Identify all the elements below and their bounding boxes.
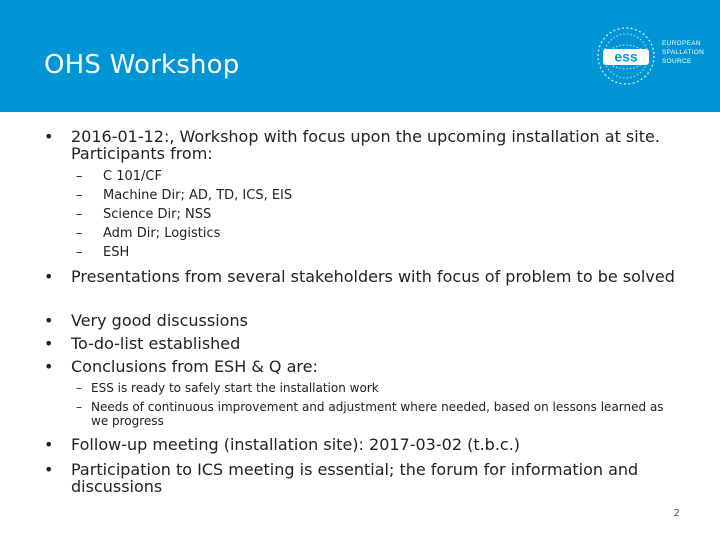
page-number: 2 — [673, 508, 680, 519]
dash-marker: – — [76, 169, 83, 184]
conclusion-text: Needs of continuous improvement and adjustment where needed, based on lessons learned as we progress — [91, 400, 664, 428]
participant-text: Adm Dir; Logistics — [103, 226, 221, 241]
bullet-ics-meeting — [44, 461, 684, 495]
participant-item — [76, 206, 656, 223]
bullet-text: Conclusions from ESH & Q are: — [71, 357, 318, 376]
dash-marker: – — [76, 226, 83, 241]
dash-marker: – — [76, 188, 83, 203]
ess-logo-mark-text: ess — [614, 48, 638, 65]
bullet-text: Very good discussions — [71, 311, 248, 330]
bullet-marker: • — [44, 357, 54, 376]
bullet-text: To-do-list established — [71, 334, 241, 353]
bullet-follow-up — [44, 436, 684, 453]
bullet-marker: • — [44, 460, 54, 479]
bullet-workshop — [44, 128, 684, 162]
bullet-discussions — [44, 312, 684, 329]
bullet-marker: • — [44, 435, 54, 454]
bullet-marker: • — [44, 334, 54, 353]
bullet-text: Participation to ICS meeting is essential; the forum for information and discussions — [71, 460, 639, 496]
participant-item — [76, 187, 656, 204]
conclusion-item — [76, 400, 676, 428]
bullet-todo — [44, 335, 684, 352]
dash-marker: – — [76, 381, 82, 395]
conclusion-text: ESS is ready to safely start the installation work — [91, 381, 379, 395]
participant-text: Science Dir; NSS — [103, 207, 212, 222]
logo-line-spallation: SPALLATION — [662, 48, 705, 56]
dash-marker: – — [76, 245, 83, 260]
participant-text: ESH — [103, 245, 130, 260]
bullet-conclusions — [44, 358, 684, 375]
participant-item — [76, 225, 656, 242]
slide-title: OHS Workshop — [44, 50, 240, 80]
bullet-marker: • — [44, 267, 54, 286]
bullet-presentations — [44, 268, 684, 285]
bullet-marker: • — [44, 127, 54, 146]
dash-marker: – — [76, 207, 83, 222]
bullet-text: 2016-01-12:, Workshop with focus upon the upcoming installation at site. Participants from: — [71, 127, 660, 163]
logo-line-source: SOURCE — [662, 57, 692, 65]
bullet-marker: • — [44, 311, 54, 330]
participant-item — [76, 244, 656, 261]
dash-marker: – — [76, 400, 82, 414]
bullet-text: Follow-up meeting (installation site): 2017-03-02 (t.b.c.) — [71, 435, 521, 454]
bullet-text: Presentations from several stakeholders with focus of problem to be solved — [71, 267, 675, 286]
participant-text: Machine Dir; AD, TD, ICS, EIS — [103, 188, 293, 203]
participant-item — [76, 168, 656, 185]
conclusion-item — [76, 381, 676, 395]
participant-text: C 101/CF — [103, 169, 162, 184]
logo-line-european: EUROPEAN — [662, 40, 701, 47]
